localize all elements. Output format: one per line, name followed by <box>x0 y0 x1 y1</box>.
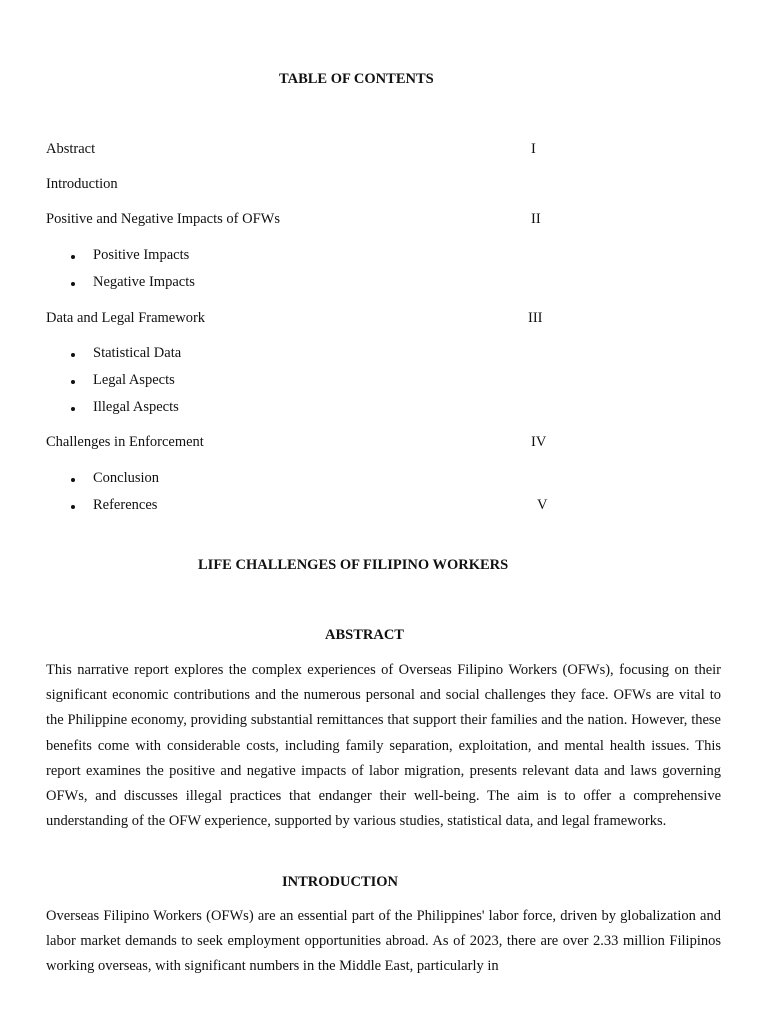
toc-page-data-legal: III <box>528 310 543 326</box>
introduction-body: Overseas Filipino Workers (OFWs) are an essential part of the Philippines' labor force, driven by globalization and labor market demands to seek employment opportunities abroad. As of 2023, there are over 2.33 million Filipinos working overseas, with significant numbers in the Middle East, particularly in <box>46 908 721 975</box>
toc-subitem-legal-aspects: Legal Aspects <box>93 372 175 388</box>
toc-entry-data-legal: Data and Legal Framework <box>46 310 206 326</box>
toc-title: TABLE OF CONTENTS <box>279 71 434 87</box>
bullet-icon <box>71 380 75 384</box>
bullet-icon <box>71 255 75 259</box>
bullet-icon <box>71 282 75 286</box>
toc-entry-impacts: Positive and Negative Impacts of OFWs <box>46 211 280 227</box>
document-title: LIFE CHALLENGES OF FILIPINO WORKERS <box>198 557 509 573</box>
toc-subitem-statistical-data: Statistical Data <box>93 345 182 361</box>
toc-entry-introduction: Introduction <box>46 176 118 192</box>
toc-subitem-conclusion: Conclusion <box>93 470 160 486</box>
introduction-heading: INTRODUCTION <box>282 874 399 890</box>
toc-page-impacts: II <box>531 211 541 227</box>
toc-page-enforcement: IV <box>531 434 547 450</box>
toc-entry-enforcement: Challenges in Enforcement <box>46 434 204 450</box>
bullet-icon <box>71 353 75 357</box>
toc-subitem-positive-impacts: Positive Impacts <box>93 247 190 263</box>
abstract-body: This narrative report explores the complex experiences of Overseas Filipino Workers (OFWs), focusing on their significant economic contributions and the numerous personal and social challenges they face. OFWs are vital to the Philippine economy, providing substantial remittances that support their families and the nation. However, these benefits come with considerable costs, including family separation, exploitation, and mental health issues. This report examines the positive and negative impacts of labor migration, presents relevant data and laws governing OFWs, and discusses illegal practices that endanger their well-being. The aim is to offer a comprehensive understanding of the OFW experience, supported by various studies, statistical data, and legal frameworks. <box>46 662 721 830</box>
bullet-icon <box>71 478 75 482</box>
toc-subitem-references: References <box>93 497 158 513</box>
toc-page-references: V <box>537 497 548 513</box>
toc-subitem-illegal-aspects: Illegal Aspects <box>93 399 179 415</box>
bullet-icon <box>71 505 75 509</box>
toc-page-abstract: I <box>531 141 536 157</box>
abstract-heading: ABSTRACT <box>325 627 404 643</box>
bullet-icon <box>71 407 75 411</box>
toc-subitem-negative-impacts: Negative Impacts <box>93 274 195 290</box>
toc-entry-abstract: Abstract <box>46 141 96 157</box>
